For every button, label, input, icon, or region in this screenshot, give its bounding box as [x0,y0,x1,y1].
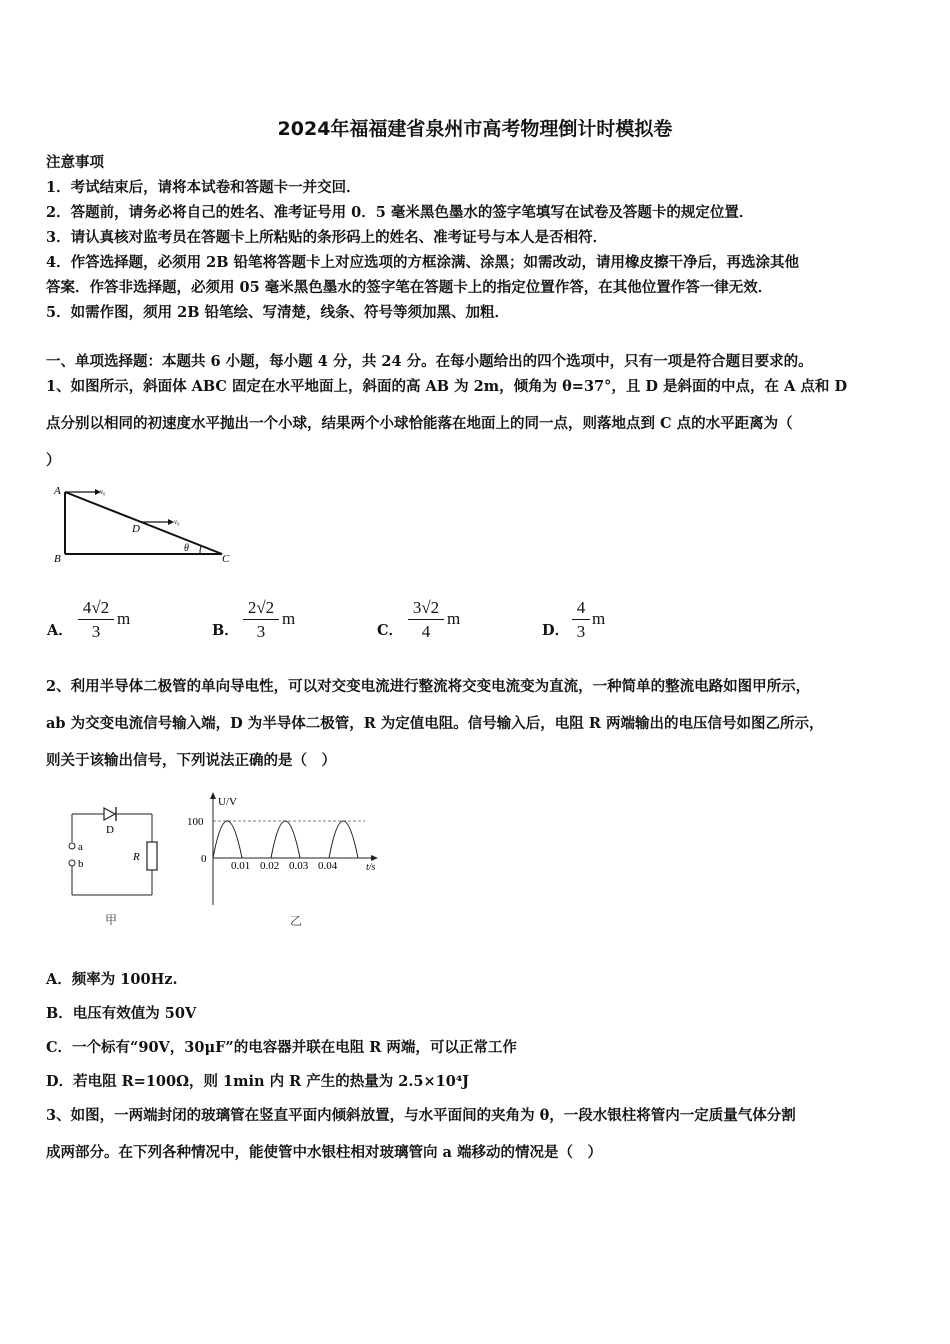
question-2-text: 则关于该输出信号，下列说法正确的是（ ） [46,752,336,769]
label-resistor: R [133,851,140,863]
question-3-text: 3、如图，一两端封闭的玻璃管在竖直平面内倾斜放置，与水平面间的夹角为 θ，一段水银柱将管内一定质量气体分割 [46,1107,796,1124]
notice-item: 2．答题前，请务必将自己的姓名、准考证号用 0．5 毫米黑色墨水的签字笔填写在试卷及答题卡的规定位置． [46,204,754,221]
question-1-text: 1、如图所示，斜面体 ABC 固定在水平地面上，斜面的高 AB 为 2m，倾角为 θ=37°，且 D 是斜面的中点，在 A 点和 D [46,378,848,395]
unit: m [117,609,131,628]
notice-heading: 注意事项 [46,154,104,171]
label-a: a [78,841,83,853]
q2-option-d[interactable]: D．若电阻 R=100Ω，则 1min 内 R 产生的热量为 2.5×10⁴J [46,1073,470,1090]
q1-option-a-fraction [78,597,114,644]
notice-item: 4．作答选择题，必须用 2B 铅笔将答题卡上对应选项的方框涂满、涂黑；如需改动，请用橡皮擦干净后，再选涂其他 [46,254,800,271]
q2-option-b[interactable]: B．电压有效值为 50V [46,1005,197,1022]
label-v0-a: v₀ [100,488,106,496]
question-1-text: ） [46,452,61,469]
question-1-text: 点分别以相同的初速度水平抛出一个小球，结果两个小球恰能落在地面上的同一点，则落地点到 C 点的水平距离为（ [46,415,793,432]
caption-jia: 甲 [105,913,118,927]
x-tick: 0.04 [318,860,338,872]
voltage-waveform-figure [185,790,385,935]
notice-item: 1．考试结束后，请将本试卷和答题卡一并交回． [46,179,361,196]
notice-item: 3．请认真核对监考员在答题卡上所粘贴的条形码上的姓名、准考证号与本人是否相符． [46,229,608,246]
question-3-text: 成两部分。在下列各种情况中，能使管中水银柱相对玻璃管向 a 端移动的情况是（ ） [46,1144,602,1161]
denominator: 3 [256,622,266,641]
question-2-text: ab 为交变电流信号输入端，D 为半导体二极管，R 为定值电阻。信号输入后，电阻 R 两端输出的电压信号如图乙所示， [46,715,824,732]
q1-option-c-fraction [408,597,444,644]
q1-option-b-fraction [243,597,279,644]
numerator: 4 [572,597,590,620]
x-axis-label: t/s [366,862,376,873]
label-B: B [54,553,61,565]
notice-item: 答案．作答非选择题，必须用 05 毫米黑色墨水的签字笔在答题卡上的指定位置作答，在其他位置作答一律无效． [46,279,773,296]
section-heading: 一、单项选择题：本题共 6 小题，每小题 4 分，共 24 分。在每小题给出的四个选项中，只有一项是符合题目要求的。 [46,353,813,370]
denominator: 3 [576,622,586,641]
page-title: 2024年福福建省泉州市高考物理倒计时模拟卷 [277,118,673,140]
unit: m [592,609,606,628]
q1-option-a-letter[interactable]: A． [47,622,73,639]
label-C: C [222,553,230,565]
label-A: A [54,485,61,497]
denominator: 3 [91,622,101,641]
question-2-text: 2、利用半导体二极管的单向导电性，可以对交变电流进行整流将交变电流变为直流，一种简单的整流电路如图甲所示， [46,678,811,695]
numerator: 3√2 [408,597,444,620]
q1-option-b-letter[interactable]: B． [212,622,239,639]
notice-item: 5．如需作图，须用 2B 铅笔绘、写清楚，线条、符号等须加黑、加粗． [46,304,510,321]
q1-option-d-letter[interactable]: D． [542,622,570,639]
y-tick-0: 0 [201,853,207,865]
x-tick: 0.02 [260,860,280,872]
q2-option-c[interactable]: C．一个标有“90V，30μF”的电容器并联在电阻 R 两端，可以正常工作 [46,1039,517,1056]
unit: m [447,609,461,628]
q1-option-c-letter[interactable]: C． [377,622,404,639]
label-b: b [78,858,84,870]
q1-option-d-fraction [572,597,590,644]
y-axis-label: U/V [218,796,237,808]
y-tick-100: 100 [187,816,204,828]
incline-figure [50,480,240,570]
x-tick: 0.01 [231,860,251,872]
label-theta: θ [184,543,189,554]
rectifier-circuit-figure [60,800,170,935]
numerator: 4√2 [78,597,114,620]
denominator: 4 [421,622,431,641]
caption-yi: 乙 [290,914,303,928]
unit: m [282,609,296,628]
q2-option-a[interactable]: A．频率为 100Hz. [46,971,178,988]
numerator: 2√2 [243,597,279,620]
x-tick: 0.03 [289,860,309,872]
label-D: D [132,523,140,535]
label-v0-d: v₀ [174,518,180,526]
label-diode: D [106,824,114,836]
